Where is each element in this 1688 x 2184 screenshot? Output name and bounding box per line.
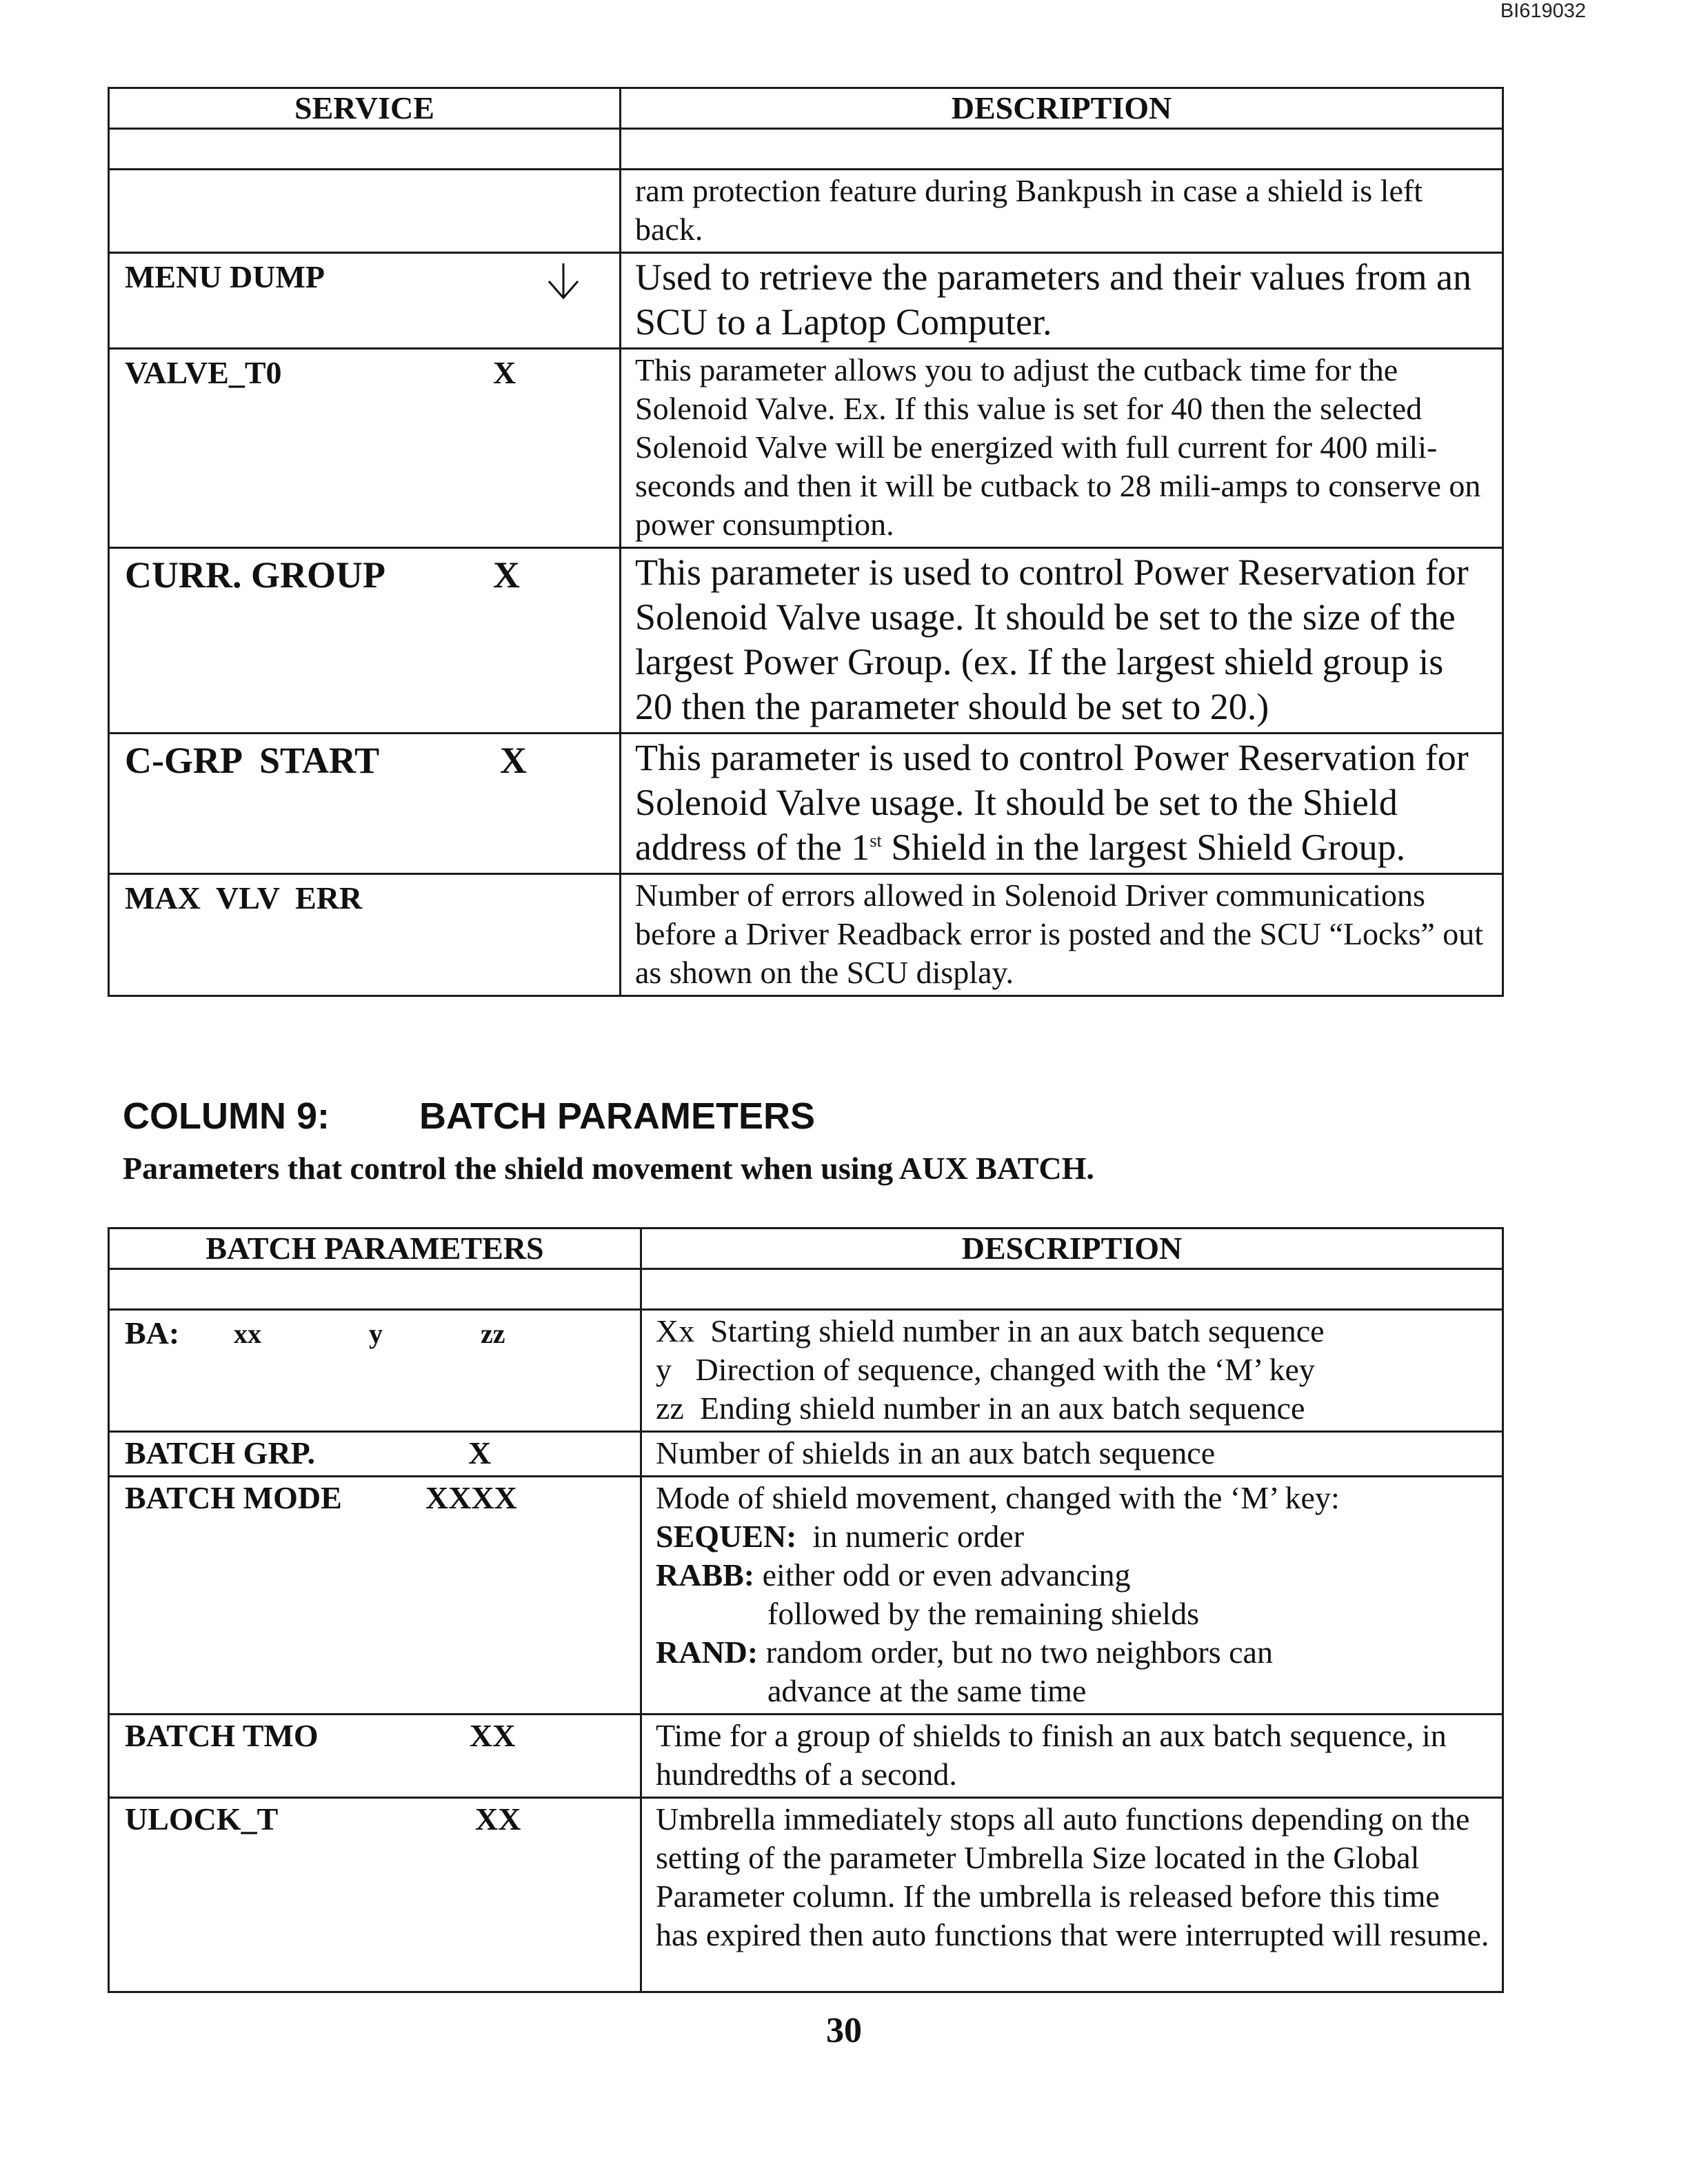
batch-table-header bbox=[109, 1228, 1503, 1269]
description-header: DESCRIPTION bbox=[641, 1228, 1503, 1269]
table-row bbox=[109, 1477, 1503, 1715]
table-row bbox=[109, 548, 1503, 734]
batch-parameters-table bbox=[108, 1227, 1504, 1993]
service-name: CURR. GROUP bbox=[125, 554, 385, 596]
description-cell bbox=[621, 734, 1503, 874]
description-cell bbox=[621, 548, 1503, 734]
blank-row bbox=[109, 129, 1503, 170]
parameter-mark: XX bbox=[475, 1801, 521, 1837]
description-cell bbox=[641, 1310, 1503, 1432]
description-cell bbox=[621, 349, 1503, 548]
blank-row bbox=[109, 1269, 1503, 1310]
description-cell bbox=[621, 170, 1503, 253]
service-table-header bbox=[109, 88, 1503, 129]
service-mark: X bbox=[493, 554, 520, 596]
service-mark: X bbox=[500, 740, 527, 781]
parameter-name: ULOCK_T bbox=[125, 1801, 279, 1837]
table-row bbox=[109, 874, 1503, 996]
description-text: Xx Starting shield number in an aux batch sequence y Direction of sequence, changed with the ‘M’ key zz Ending shield number in an aux batch sequence bbox=[656, 1313, 1325, 1426]
service-cell bbox=[109, 170, 621, 253]
service-mark: X bbox=[493, 355, 516, 390]
parameter-mark: XXXX bbox=[425, 1480, 517, 1515]
table-row bbox=[109, 1715, 1503, 1798]
page-number: 30 bbox=[826, 2011, 862, 2050]
ba-label: BA: bbox=[125, 1315, 180, 1351]
section-title-text: BATCH PARAMETERS bbox=[419, 1095, 815, 1137]
ba-y: y bbox=[369, 1318, 383, 1349]
service-header: SERVICE bbox=[109, 88, 621, 129]
table-row bbox=[109, 734, 1503, 874]
section-column-label: COLUMN 9: bbox=[123, 1095, 330, 1137]
parameter-cell bbox=[109, 1715, 641, 1798]
parameter-name: BATCH TMO bbox=[125, 1718, 319, 1753]
table-row bbox=[109, 170, 1503, 253]
description-text: Number of errors allowed in Solenoid Driver communications before a Driver Readback error is posted and the SCU “Locks” out as shown on the SCU display. bbox=[635, 878, 1484, 990]
table-row bbox=[109, 1310, 1503, 1432]
description-text: This parameter is used to control Power Reservation for Solenoid Valve usage. It should be set to the Shield address of the 1st Shield in the largest Shield Group. bbox=[635, 737, 1469, 868]
parameter-name: BATCH GRP. bbox=[125, 1435, 316, 1470]
description-cell bbox=[621, 874, 1503, 996]
description-cell bbox=[641, 1798, 1503, 1992]
description-text: Mode of shield movement, changed with the ‘M’ key: SEQUEN: in numeric order RABB: either odd or even advancing followed by the remaining shields RAND: random order, but no two neighbors can advance at the same time bbox=[656, 1480, 1340, 1708]
section-title bbox=[123, 1095, 815, 1138]
parameter-cell bbox=[109, 1798, 641, 1992]
section-subtitle: Parameters that control the shield movement when using AUX BATCH. bbox=[123, 1151, 1094, 1186]
service-name: C-GRP START bbox=[125, 740, 380, 781]
parameter-cell bbox=[109, 1477, 641, 1715]
service-cell bbox=[109, 253, 621, 349]
down-arrow-icon bbox=[545, 261, 582, 301]
ba-xx: xx bbox=[234, 1318, 261, 1349]
service-name: MENU DUMP bbox=[125, 259, 325, 294]
description-cell bbox=[641, 1477, 1503, 1715]
description-text: Number of shields in an aux batch sequence bbox=[656, 1435, 1216, 1470]
parameter-name: BATCH MODE bbox=[125, 1480, 342, 1515]
table-row bbox=[109, 349, 1503, 548]
parameter-mark: XX bbox=[470, 1718, 516, 1753]
parameter-cell bbox=[109, 1432, 641, 1477]
service-cell bbox=[109, 734, 621, 874]
table-row bbox=[109, 1798, 1503, 1992]
description-text: Umbrella immediately stops all auto functions depending on the setting of the parameter Umbrella Size located in the Global Parameter column. If the umbrella is released before this time has expired then auto functions that were interrupted will resume. bbox=[656, 1801, 1489, 1952]
description-text: Time for a group of shields to finish an aux batch sequence, in hundredths of a second. bbox=[656, 1718, 1447, 1792]
description-cell bbox=[641, 1715, 1503, 1798]
service-table bbox=[108, 87, 1504, 997]
service-cell bbox=[109, 548, 621, 734]
description-header: DESCRIPTION bbox=[621, 88, 1503, 129]
batch-parameters-header: BATCH PARAMETERS bbox=[109, 1228, 641, 1269]
description-cell bbox=[621, 253, 1503, 349]
service-name: VALVE_T0 bbox=[125, 355, 282, 390]
parameter-cell bbox=[109, 1310, 641, 1432]
service-cell bbox=[109, 349, 621, 548]
table-row bbox=[109, 253, 1503, 349]
table-row bbox=[109, 1432, 1503, 1477]
service-cell bbox=[109, 874, 621, 996]
description-cell bbox=[641, 1432, 1503, 1477]
service-name: MAX VLV ERR bbox=[125, 880, 363, 916]
description-text: This parameter allows you to adjust the cutback time for the Solenoid Valve. Ex. If this value is set for 40 then the selected Solenoid Valve will be energized with full current for 400 mili-seconds and then it will be cutback to 28 mili-amps to conserve on power consumption. bbox=[635, 352, 1481, 542]
description-text: This parameter is used to control Power Reservation for Solenoid Valve usage. It should be set to the size of the largest Power Group. (ex. If the largest shield group is 20 then the parameter should be set to 20.) bbox=[635, 552, 1469, 727]
parameter-mark: X bbox=[468, 1435, 492, 1470]
ba-zz: zz bbox=[481, 1318, 505, 1349]
description-text: ram protection feature during Bankpush in case a shield is left back. bbox=[635, 173, 1423, 247]
description-text: Used to retrieve the parameters and their values from an SCU to a Laptop Computer. bbox=[635, 256, 1471, 343]
document-id: BI619032 bbox=[1500, 0, 1586, 22]
